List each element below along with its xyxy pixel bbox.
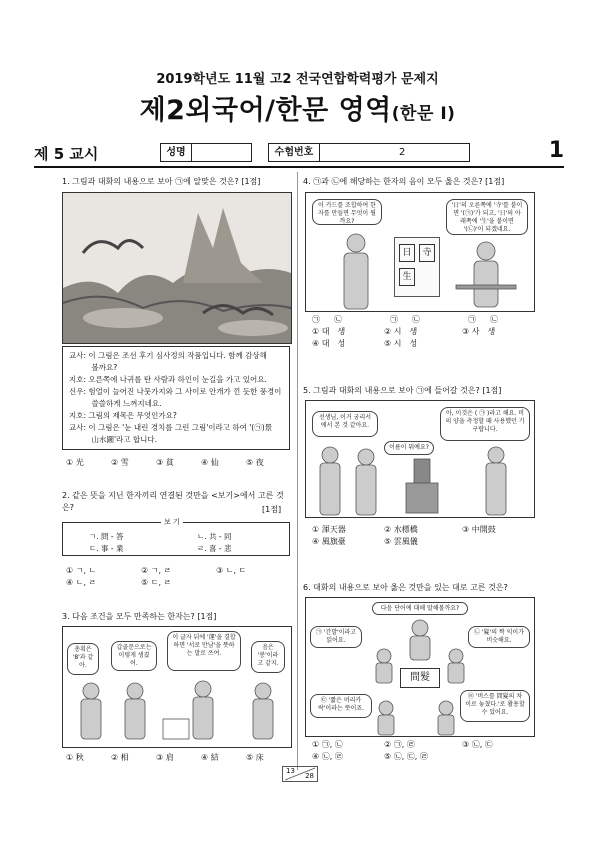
header-rule (34, 166, 564, 168)
q1-options (66, 457, 294, 469)
q6-option-3[interactable]: ③ ㉡, ㉢ (462, 740, 493, 749)
q1-option-4[interactable]: ④ 仙 (201, 458, 219, 467)
q4-col-head: ㉠ (312, 315, 320, 324)
class-discussion-figure-icon (306, 616, 534, 736)
q2-options (66, 565, 294, 591)
q2-option-5[interactable]: ⑤ ㄷ, ㄹ (141, 578, 172, 587)
students-figure-icon (63, 677, 291, 747)
q5-option-5[interactable]: ⑤ 雲風儀 (384, 537, 418, 546)
q2-option-1[interactable]: ① ㄱ, ㄴ (66, 566, 97, 575)
q6-option-5[interactable]: ⑤ ㉡, ㉢, ㉣ (384, 752, 428, 761)
q4-col-head: ㉠ (468, 315, 476, 324)
q3-bubble: 총획은 '8'과 같아. (67, 643, 99, 675)
q5-option-3[interactable]: ③ 中開鼓 (462, 525, 496, 534)
card-saeng: 生 (399, 268, 415, 286)
name-label: 성명 (161, 144, 192, 161)
q1-option-3[interactable]: ③ 貧 (156, 458, 174, 467)
q3-option-3[interactable]: ③ 肩 (156, 753, 174, 762)
q2-stem: 2. 같은 뜻을 지닌 한자끼리 연결된 것만을 <보기>에서 고른 것은? (62, 491, 284, 512)
q5-bubble: 아, 이것은 ( ㉠ )라고 해요. 비의 양을 측정할 때 사용했던 기구랍니다. (440, 407, 530, 441)
teacher-student-figure-icon (306, 223, 534, 311)
q4-col-head: ㉡ (412, 315, 420, 324)
q5-options (312, 524, 542, 548)
page-number: 1 (548, 138, 564, 163)
q4-col-head: ㉡ (334, 315, 342, 324)
exam-title-main: 제2외국어/한문 영역 (139, 95, 392, 126)
q6-bubble-b: ㉡ '髮'의 짝 익이가 비슷해요. (468, 626, 530, 648)
q2-bogi-item: ㄹ. 喜 - 悲 (197, 544, 232, 553)
q6-option-4[interactable]: ④ ㉡, ㉣ (312, 752, 343, 761)
q6-options (312, 739, 542, 763)
q3-option-2[interactable]: ② 相 (111, 753, 129, 762)
q2-option-2[interactable]: ② ㄱ, ㄹ (141, 566, 172, 575)
q1-dialog-line: 山水圖'라고 합니다. (69, 435, 158, 444)
q3-option-1[interactable]: ① 秋 (66, 753, 84, 762)
q5-option-2[interactable]: ② 水標橋 (384, 525, 418, 534)
q3-bubble: 이 글자 뒤에 '運'을 결합하면 '서로 만남'을 뜻하는 말로 쓰여. (167, 631, 241, 671)
q6-top-bubble: 다음 단어에 대해 말해볼까요? (372, 602, 468, 615)
q1-painting (62, 192, 292, 344)
q6-bubble-c: ㉢ '짧은 머리카락'이라는 뜻이죠. (310, 694, 372, 718)
q5-bubble: 이름이 뭐예요? (384, 441, 434, 455)
q1-dialog-line: 쓸쓸하게 느껴지네요. (69, 399, 162, 408)
q3-options (66, 752, 294, 764)
card-sa: 寺 (419, 244, 435, 262)
q6-bubble-d: ㉣ '버스를 間髮의 차이로 놓쳤다.'로 활용할 수 있어요. (460, 690, 530, 722)
q6-illustration (305, 597, 535, 737)
q4-bubble: '日'의 오른쪽에 '寺'를 붙이면 '(㉠)'가 되고, '日'의 아래쪽에 '生'을 붙이면 '(㉡)'이 되겠네요. (446, 199, 528, 235)
q1-dialog-line: 지호: 오른쪽에 나귀를 탄 사람과 하인이 눈길을 가고 있어요. (69, 375, 267, 384)
q2-bogi-box (62, 518, 290, 556)
q1-stem: 1. 그림과 대화의 내용으로 보아 ㉠에 알맞은 것은? [1점] (62, 177, 261, 186)
q2-option-3[interactable]: ③ ㄴ, ㄷ (216, 566, 247, 575)
q5-option-1[interactable]: ① 渾天器 (312, 525, 346, 534)
page-fraction (282, 766, 318, 782)
q1-dialog-line: 교사: 이 그림은 '눈 내린 경치를 그린 그림'이라고 하여 '(㉠)景 (69, 423, 273, 432)
q1-dialog-line: 볼까요? (69, 363, 118, 372)
q6-option-2[interactable]: ② ㉠, ㉣ (384, 740, 415, 749)
q1-dialog-line: 교사: 이 그림은 조선 후기 심사정의 작품입니다. 함께 감상해 (69, 351, 267, 360)
rain-gauge-figure-icon (306, 441, 534, 517)
q2-bogi-item: ㄱ. 問 - 答 (89, 532, 124, 541)
q3-option-5[interactable]: ⑤ 床 (246, 753, 264, 762)
q4-options (312, 314, 542, 350)
id-label: 수험번호 (269, 144, 320, 161)
snow-landscape-image (63, 193, 291, 343)
q3-bubble: 음은 '봉'이라고 같지. (251, 641, 285, 673)
q1-dialog-line: 신우: 험얼이 늘어진 나뭇가지와 그 사이로 안개가 낀 듯한 풍경이 (69, 387, 282, 396)
name-box (160, 143, 252, 162)
q1-option-5[interactable]: ⑤ 夜 (246, 458, 264, 467)
q2-points: [1점] (262, 505, 282, 514)
q3-stem: 3. 다음 조건을 모두 만족하는 한자는? [1점] (62, 612, 217, 621)
q5-option-4[interactable]: ④ 風旗臺 (312, 537, 346, 546)
q4-stem: 4. ㉠과 ㉡에 해당하는 한자의 음이 모두 옳은 것은? [1점] (303, 177, 505, 186)
q4-option-1[interactable]: ① 대 생 (312, 327, 346, 336)
q6-stem: 6. 대화의 내용으로 보아 옳은 것만을 있는 대로 고른 것은? (303, 583, 508, 592)
q4-col-head: ㉠ (390, 315, 398, 324)
q6-bubble-a: ㉠ '간발'이라고 읽어요. (310, 626, 362, 648)
q4-option-4[interactable]: ④ 대 성 (312, 339, 346, 348)
id-digit: 2 (399, 147, 406, 158)
exam-period: 제 5 교시 (34, 145, 99, 163)
q6-word-card: 間髮 (400, 668, 440, 688)
q4-illustration (305, 192, 535, 312)
q5-stem: 5. 그림과 대화의 내용으로 보아 ㉠에 들어갈 것은? [1점] (303, 386, 502, 395)
q6-option-1[interactable]: ① ㉠, ㉡ (312, 740, 343, 749)
q2-option-4[interactable]: ④ ㄴ, ㄹ (66, 578, 97, 587)
q3-illustration (62, 626, 292, 748)
q3-option-4[interactable]: ④ 結 (201, 753, 219, 762)
q2-bogi-title: 보 기 (161, 517, 183, 527)
q5-bubble: 선생님, 이거 궁리서 에서 본 것 같아요. (312, 411, 378, 437)
q1-dialog-line: 지호: 그림의 제목은 무엇인가요? (69, 411, 177, 420)
page-fraction-top: 13 (286, 767, 295, 775)
q4-option-2[interactable]: ② 시 생 (384, 327, 418, 336)
q2-bogi-item: ㄴ. 共 - 同 (197, 532, 232, 541)
q3-bubble: 갑골문으로는 이렇게 생겼어. (111, 641, 157, 671)
exam-header-row (34, 138, 564, 164)
q2-bogi-item: ㄷ. 事 - 業 (89, 544, 124, 553)
q1-option-2[interactable]: ② 雪 (111, 458, 129, 467)
id-box (268, 143, 470, 162)
q4-bubble: 이 카드를 조합하여 한자를 만들면 무엇이 될까요? (312, 199, 382, 225)
exam-supertitle: 2019학년도 11월 고2 전국연합학력평가 문제지 (156, 72, 439, 87)
q1-dialog-box (62, 346, 290, 450)
column-divider (297, 172, 298, 770)
exam-title-sub: (한문 Ⅰ) (391, 104, 456, 124)
q1-option-1[interactable]: ① 光 (66, 458, 84, 467)
q4-option-3[interactable]: ③ 사 생 (462, 327, 496, 336)
q4-option-5[interactable]: ⑤ 시 성 (384, 339, 418, 348)
exam-title (0, 88, 595, 127)
card-il: 日 (399, 244, 415, 262)
q5-illustration (305, 400, 535, 518)
page-fraction-bottom: 28 (305, 772, 314, 780)
q4-col-head: ㉡ (490, 315, 498, 324)
